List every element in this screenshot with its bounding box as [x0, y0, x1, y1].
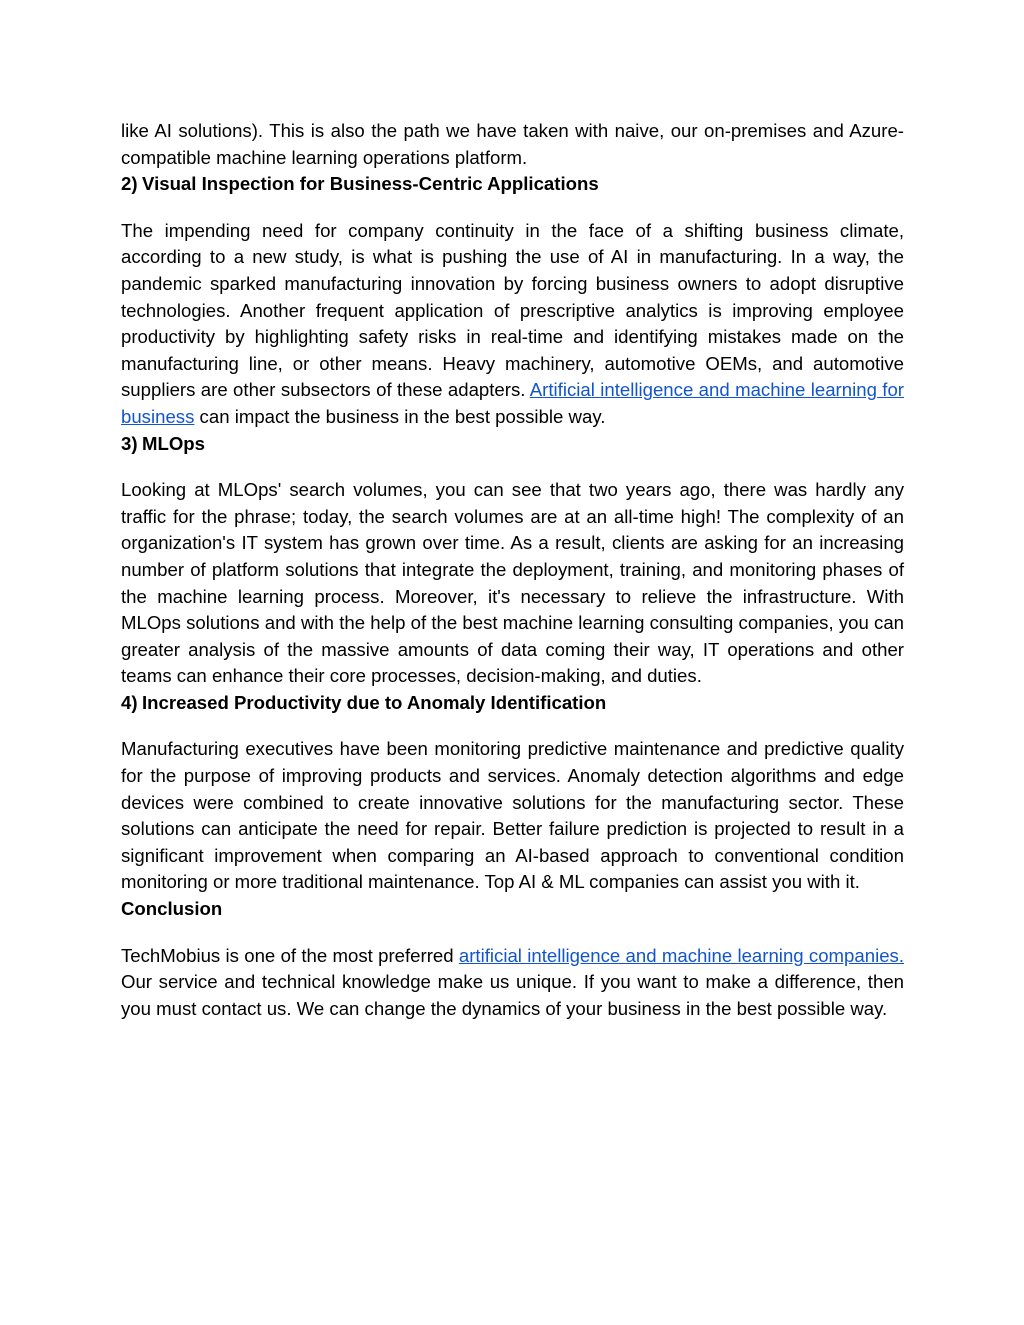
intro-paragraph: like AI solutions). This is also the path we have taken with naive, our on-premises and Azure-compatible machine learning operations platform. [121, 120, 904, 168]
section-2-paragraph [121, 218, 904, 431]
section-3-heading [121, 431, 904, 458]
ai-ml-companies-link[interactable]: artificial intelligence and machine learning companies. [458, 944, 905, 966]
section-2-heading [121, 171, 904, 198]
section-3-number: 3) [121, 432, 138, 454]
conclusion-text-before-link: TechMobius is one of the most preferred [121, 944, 459, 966]
section-2-text-before-link: The impending need for company continuity in the face of a shifting business climate, according to a new study, is what is pushing the use of AI in manufacturing. In a way, the pandemic sparked manufacturing innovation by forcing business owners to adopt disruptive technologies. Another frequent application of prescriptive analytics is improving employee productivity by highlighting safety risks in real-time and identifying mistakes made on the manufacturing line, or other means. Heavy machinery, automotive OEMs, and automotive suppliers are other subsectors of these adapters. [121, 219, 904, 401]
section-3-title: MLOps [142, 432, 206, 454]
conclusion-paragraph [121, 943, 904, 1023]
section-4-heading [121, 690, 904, 717]
section-4-number: 4) [121, 691, 138, 713]
section-2-text-after-link: can impact the business in the best possible way. [194, 405, 606, 427]
document-page [121, 118, 904, 1022]
section-2-title: Visual Inspection for Business-Centric Applications [142, 173, 599, 195]
section-3-paragraph: Looking at MLOps' search volumes, you can see that two years ago, there was hardly any traffic for the phrase; today, the search volumes are at an all-time high! The complexity of an organization's IT system has grown over time. As a result, clients are asking for an increasing number of platform solutions that integrate the deployment, training, and monitoring phases of the machine learning process. Moreover, it's necessary to relieve the infrastructure. With MLOps solutions and with the help of the best machine learning consulting companies, you can greater analysis of the massive amounts of data coming their way, IT operations and other teams can enhance their core processes, decision-making, and duties. [121, 479, 904, 687]
section-4-title: Increased Productivity due to Anomaly Identification [142, 691, 607, 713]
section-2-number: 2) [121, 173, 138, 195]
ai-ml-for-business-link[interactable]: Artificial intelligence and machine learning for business [121, 379, 904, 427]
section-4-paragraph: Manufacturing executives have been monitoring predictive maintenance and predictive quality for the purpose of improving products and services. Anomaly detection algorithms and edge devices were combined to create innovative solutions for the manufacturing sector. These solutions can anticipate the need for repair. Better failure prediction is projected to result in a significant improvement when comparing an AI-based approach to conventional condition monitoring or more traditional maintenance. Top AI & ML companies can assist you with it. [121, 738, 904, 893]
conclusion-title: Conclusion [121, 898, 223, 920]
conclusion-heading [121, 896, 904, 923]
conclusion-text-after-link: Our service and technical knowledge make us unique. If you want to make a difference, then you must contact us. We can change the dynamics of your business in the best possible way. [121, 971, 904, 1019]
